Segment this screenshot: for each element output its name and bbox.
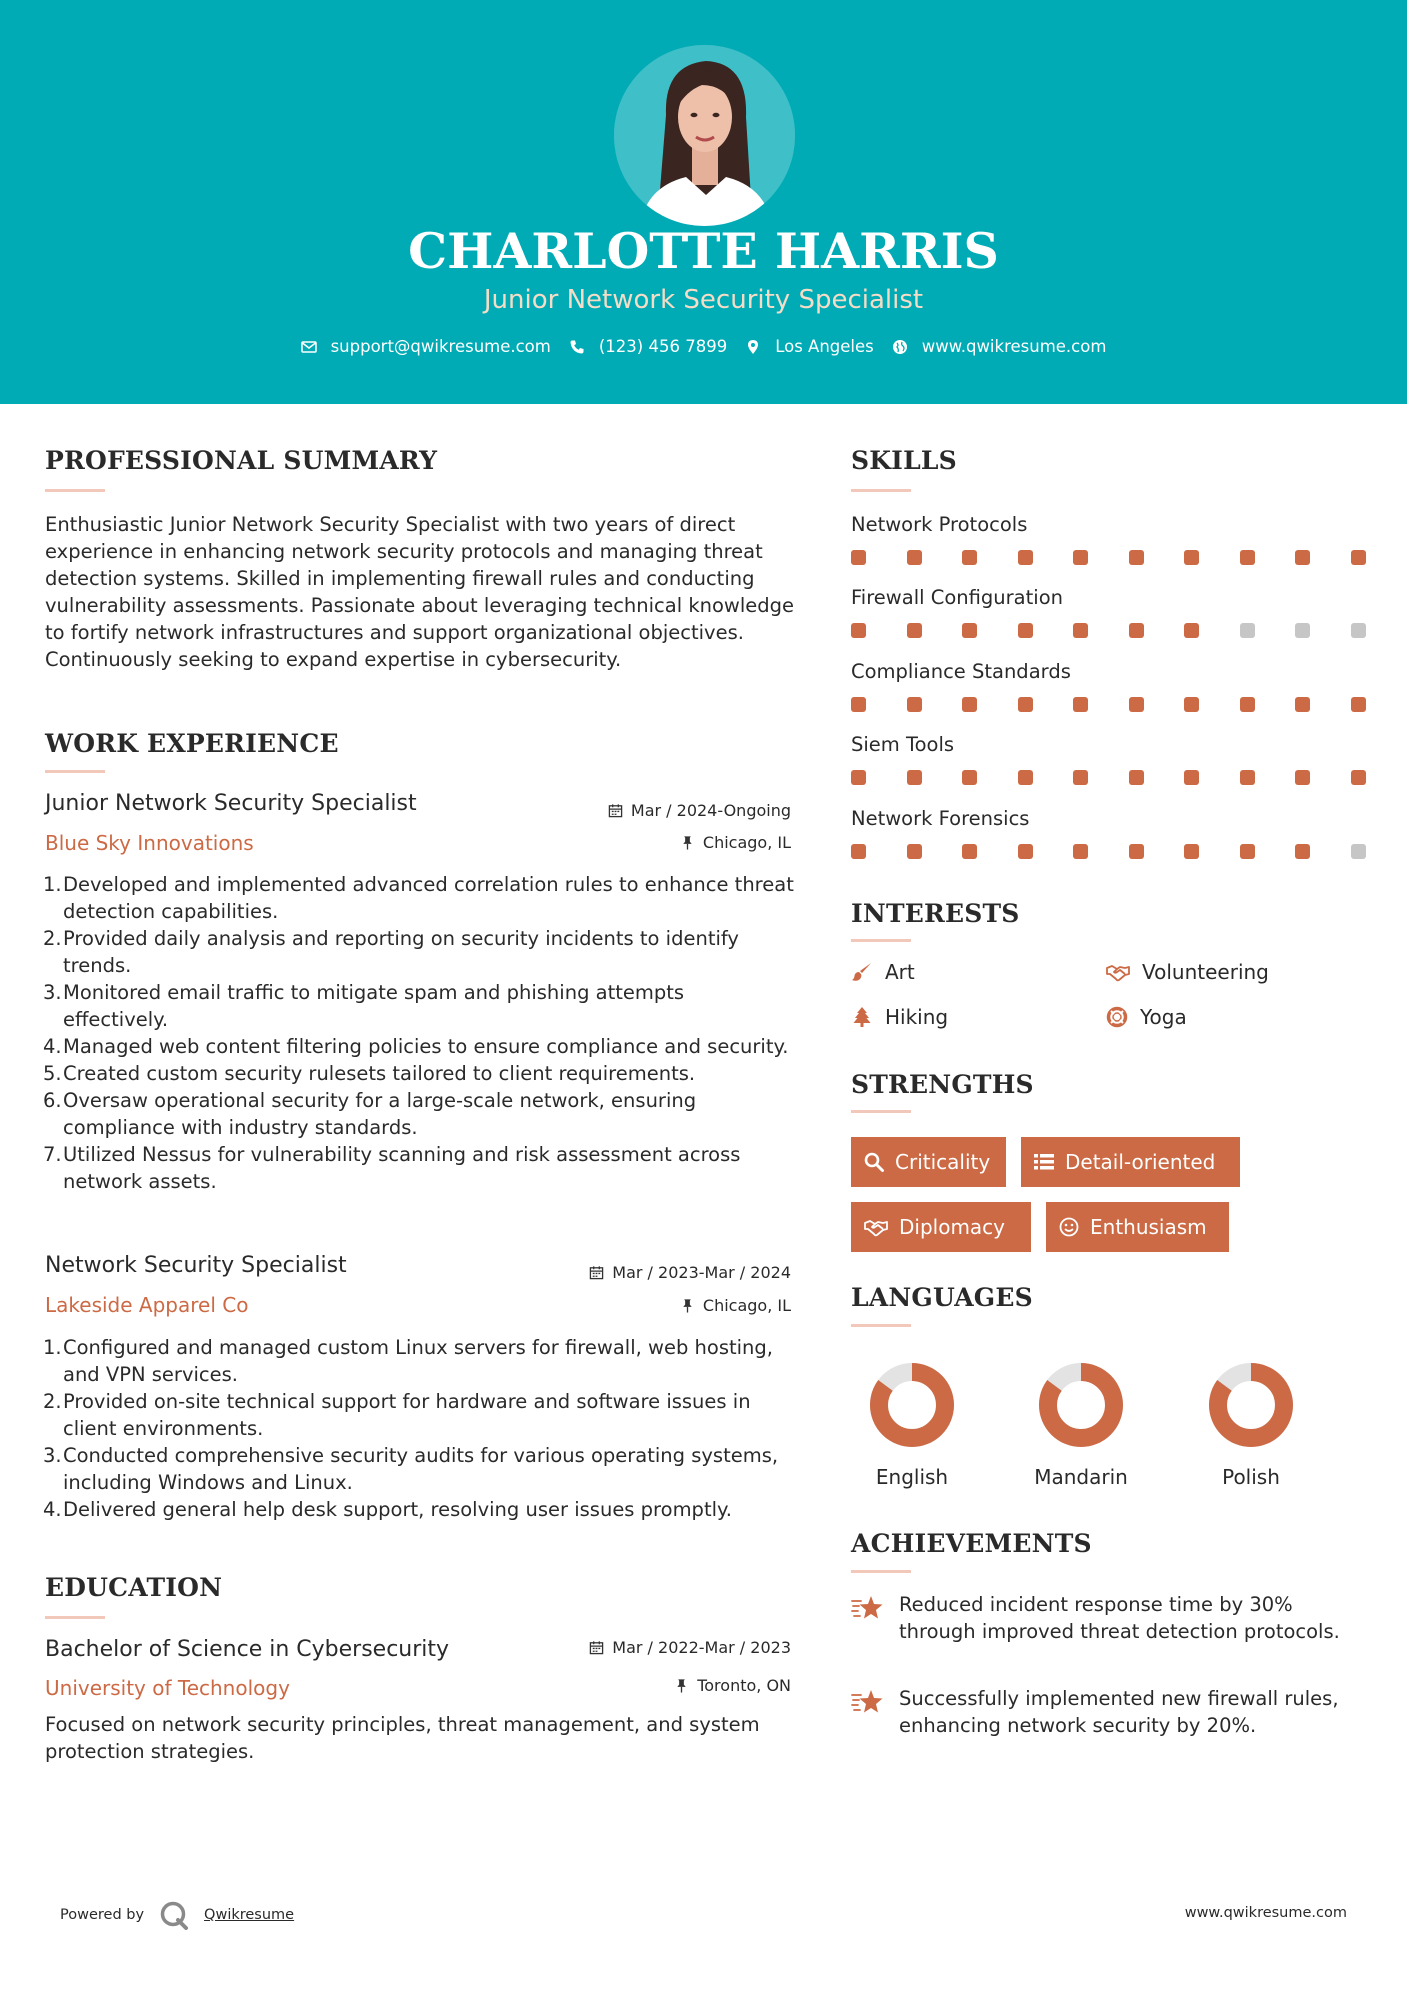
skill-dot <box>1129 550 1144 565</box>
list-text: Delivered general help desk support, resolving user issues promptly. <box>63 1498 732 1521</box>
skill-name: Network Forensics <box>851 807 1030 830</box>
skill-dot <box>1351 697 1366 712</box>
list-item <box>43 871 795 925</box>
education-description: Focused on network security principles, threat management, and system protection strategies. <box>45 1713 760 1763</box>
list-text: Monitored email traffic to mitigate spam and phishing attempts effectively. <box>63 981 685 1031</box>
job-dates-text: Mar / 2024-Ongoing <box>630 801 791 820</box>
skill-dot <box>1018 550 1033 565</box>
contact-location <box>745 337 874 356</box>
skills-heading: SKILLS <box>851 446 957 475</box>
skill-dot <box>1184 770 1199 785</box>
skill-dot <box>1295 623 1310 638</box>
job-dates <box>589 1263 791 1282</box>
strength-label: Criticality <box>895 1150 991 1174</box>
skill-dot <box>1018 697 1033 712</box>
skill-dot <box>851 623 866 638</box>
job-dates <box>608 801 791 820</box>
education-location <box>674 1676 791 1695</box>
list-number: 5. <box>43 1062 62 1085</box>
job-title: Network Security Specialist <box>45 1253 347 1278</box>
achievement-text: Successfully implemented new firewall rules, enhancing network security by 20%. <box>899 1687 1339 1737</box>
list-text: Provided on-site technical support for hardware and software issues in client environments. <box>63 1390 751 1440</box>
skill-dot <box>1240 623 1255 638</box>
skill-dot <box>1129 623 1144 638</box>
list-text: Oversaw operational security for a large-scale network, ensuring compliance with industry standards. <box>63 1089 697 1139</box>
language-name: Mandarin <box>1034 1465 1128 1489</box>
award-star-icon <box>851 1687 885 1717</box>
list-item <box>43 1060 795 1087</box>
list-number: 1. <box>43 1336 62 1359</box>
skill-dot <box>1240 697 1255 712</box>
education-dates-text: Mar / 2022-Mar / 2023 <box>612 1638 791 1657</box>
skill-dot <box>907 844 922 859</box>
interests-underline <box>851 939 911 942</box>
skills-underline <box>851 489 911 492</box>
interest-label: Volunteering <box>1142 960 1269 984</box>
skill-dot <box>1240 770 1255 785</box>
strength-tag <box>851 1202 1031 1252</box>
contact-phone[interactable] <box>569 337 727 356</box>
strength-tag <box>1046 1202 1229 1252</box>
envelope-icon <box>301 339 317 355</box>
skill-dot <box>1073 770 1088 785</box>
skill-dot <box>962 550 977 565</box>
handshake-icon <box>1106 961 1130 983</box>
skill-dot <box>1018 844 1033 859</box>
list-number: 4. <box>43 1498 62 1521</box>
interest-item <box>851 960 915 984</box>
achievement-item <box>851 1685 1351 1739</box>
language-donut <box>867 1360 957 1450</box>
education-heading: EDUCATION <box>45 1573 223 1602</box>
education-underline <box>45 1616 105 1619</box>
school-name: University of Technology <box>45 1676 290 1700</box>
job-location <box>680 1296 791 1315</box>
pushpin-icon <box>680 835 695 850</box>
list-item <box>43 1334 795 1388</box>
contact-email-text: support@qwikresume.com <box>330 337 551 356</box>
contact-location-text: Los Angeles <box>775 337 874 356</box>
smile-icon <box>1058 1216 1080 1238</box>
contact-email[interactable] <box>301 337 551 356</box>
job-bullets <box>43 871 795 1195</box>
skill-dot <box>1240 550 1255 565</box>
strengths-heading: STRENGTHS <box>851 1070 1034 1099</box>
calendar-icon <box>608 803 623 818</box>
language-donut <box>1036 1360 1126 1450</box>
skill-dot <box>1295 697 1310 712</box>
list-item <box>43 1388 795 1442</box>
job-location-text: Chicago, IL <box>702 1296 791 1315</box>
contact-website-text: www.qwikresume.com <box>921 337 1107 356</box>
list-text: Managed web content filtering policies to ensure compliance and security. <box>63 1035 789 1058</box>
job-location-text: Chicago, IL <box>702 833 791 852</box>
skill-dot <box>1073 844 1088 859</box>
list-item <box>43 1087 795 1141</box>
skill-dot <box>962 697 977 712</box>
map-pin-icon <box>745 339 761 355</box>
summary-text: Enthusiastic Junior Network Security Specialist with two years of direct experience in enhancing network security protocols and managing threat detection systems. Skilled in implementing firewall rules and conducting vulnerability assessments. Passionate about leveraging technical knowledge to fortify network infrastructures and support organizational objectives. Continuously seeking to expand expertise in cybersecurity. <box>45 513 795 671</box>
list-number: 7. <box>43 1143 62 1166</box>
award-star-icon <box>851 1593 885 1623</box>
list-item <box>43 1141 795 1195</box>
skill-dot <box>1184 550 1199 565</box>
strength-label: Diplomacy <box>899 1215 1006 1239</box>
language-name: English <box>875 1465 949 1489</box>
list-number: 1. <box>43 873 62 896</box>
achievements-heading: ACHIEVEMENTS <box>851 1529 1092 1558</box>
skill-dot <box>1184 697 1199 712</box>
achievements-underline <box>851 1570 911 1573</box>
list-number: 2. <box>43 927 62 950</box>
interest-label: Hiking <box>885 1005 949 1029</box>
skill-dot <box>962 770 977 785</box>
list-item <box>43 979 795 1033</box>
list-text: Conducted comprehensive security audits for various operating systems, including Windows and Linux. <box>63 1444 779 1494</box>
interest-label: Art <box>885 960 915 984</box>
globe-icon <box>892 339 908 355</box>
skill-dot <box>1018 770 1033 785</box>
strength-label: Detail-oriented <box>1065 1150 1216 1174</box>
skill-name: Firewall Configuration <box>851 586 1063 609</box>
job-title: Junior Network Security Specialist <box>45 791 417 816</box>
list-text: Configured and managed custom Linux servers for firewall, web hosting, and VPN services. <box>63 1336 773 1386</box>
language-donut <box>1206 1360 1296 1450</box>
achievement-text: Reduced incident response time by 30% through improved threat detection protocols. <box>899 1593 1340 1643</box>
pushpin-icon <box>680 1298 695 1313</box>
interest-item <box>1106 1005 1187 1029</box>
job-dates-text: Mar / 2023-Mar / 2024 <box>612 1263 791 1282</box>
list-number: 6. <box>43 1089 62 1112</box>
qwikresume-logo-icon <box>158 1900 190 1930</box>
job-bullets <box>43 1334 795 1523</box>
profile-photo <box>614 45 795 226</box>
list-number: 2. <box>43 1390 62 1413</box>
skill-dot <box>962 844 977 859</box>
list-item <box>43 1033 795 1060</box>
education-location-text: Toronto, ON <box>697 1676 791 1695</box>
strength-tag <box>1021 1137 1240 1187</box>
skill-dot <box>1129 770 1144 785</box>
skill-dot <box>1073 623 1088 638</box>
search-icon <box>863 1151 885 1173</box>
skill-dot <box>851 770 866 785</box>
skill-dot <box>851 844 866 859</box>
degree-title: Bachelor of Science in Cybersecurity <box>45 1637 450 1662</box>
paintbrush-icon <box>851 961 873 983</box>
tree-icon <box>851 1006 873 1028</box>
skill-dot <box>907 550 922 565</box>
powered-by-label: Powered by <box>60 1907 145 1923</box>
brand-link[interactable]: Qwikresume <box>204 1907 295 1923</box>
skill-dot <box>1295 550 1310 565</box>
list-icon <box>1033 1151 1055 1173</box>
skill-dot <box>962 623 977 638</box>
skill-dot <box>1018 623 1033 638</box>
lifebuoy-icon <box>1106 1006 1128 1028</box>
pushpin-icon <box>674 1678 689 1693</box>
skill-dot <box>907 770 922 785</box>
list-number: 3. <box>43 981 62 1004</box>
strengths-underline <box>851 1110 911 1113</box>
languages-heading: LANGUAGES <box>851 1283 1033 1312</box>
skill-dot <box>1295 770 1310 785</box>
list-number: 4. <box>43 1035 62 1058</box>
footer-powered-by <box>60 1900 294 1930</box>
skill-dot <box>1073 550 1088 565</box>
contact-bar <box>0 337 1407 356</box>
skill-name: Network Protocols <box>851 513 1028 536</box>
skill-dot <box>1351 844 1366 859</box>
list-text: Created custom security rulesets tailored to client requirements. <box>63 1062 696 1085</box>
language-name: Polish <box>1222 1465 1280 1489</box>
skill-dot <box>1351 550 1366 565</box>
skill-name: Compliance Standards <box>851 660 1071 683</box>
calendar-icon <box>589 1265 604 1280</box>
skill-dot <box>1073 697 1088 712</box>
skill-dot <box>1129 844 1144 859</box>
phone-icon <box>569 339 585 355</box>
job-company: Blue Sky Innovations <box>45 831 254 855</box>
contact-website[interactable] <box>892 337 1107 356</box>
footer-website[interactable]: www.qwikresume.com <box>1184 1905 1347 1921</box>
languages-underline <box>851 1324 911 1327</box>
strength-label: Enthusiasm <box>1090 1215 1207 1239</box>
skill-dot <box>1295 844 1310 859</box>
list-text: Developed and implemented advanced correlation rules to enhance threat detection capabilities. <box>63 873 794 923</box>
interest-item <box>851 1005 948 1029</box>
list-number: 3. <box>43 1444 62 1467</box>
calendar-icon <box>589 1640 604 1655</box>
job-company: Lakeside Apparel Co <box>45 1293 249 1317</box>
list-item <box>43 1442 795 1496</box>
list-item <box>43 925 795 979</box>
candidate-name: CHARLOTTE HARRIS <box>408 222 999 280</box>
list-item <box>43 1496 795 1523</box>
skill-dot <box>1351 623 1366 638</box>
interest-label: Yoga <box>1140 1005 1187 1029</box>
job-location <box>680 833 791 852</box>
experience-heading: WORK EXPERIENCE <box>45 729 339 758</box>
skill-dot <box>907 697 922 712</box>
skill-dot <box>907 623 922 638</box>
skill-dot <box>1184 844 1199 859</box>
interests-heading: INTERESTS <box>851 899 1020 928</box>
experience-underline <box>45 770 105 773</box>
resume-header <box>0 0 1407 404</box>
education-dates <box>589 1638 791 1657</box>
skill-dot <box>1351 770 1366 785</box>
achievement-item <box>851 1591 1351 1645</box>
strength-tag <box>851 1137 1006 1187</box>
skill-name: Siem Tools <box>851 733 955 756</box>
summary-heading: PROFESSIONAL SUMMARY <box>45 446 438 475</box>
list-text: Provided daily analysis and reporting on security incidents to identify trends. <box>63 927 739 977</box>
list-text: Utilized Nessus for vulnerability scanning and risk assessment across network assets. <box>63 1143 741 1193</box>
skill-dot <box>851 697 866 712</box>
skill-dot <box>1184 623 1199 638</box>
skill-dot <box>1240 844 1255 859</box>
interest-item <box>1106 960 1269 984</box>
skill-dot <box>851 550 866 565</box>
contact-phone-text: (123) 456 7899 <box>598 337 728 356</box>
skill-dot <box>1129 697 1144 712</box>
candidate-title: Junior Network Security Specialist <box>483 285 924 315</box>
summary-underline <box>45 489 105 492</box>
handshake-icon <box>863 1216 889 1238</box>
